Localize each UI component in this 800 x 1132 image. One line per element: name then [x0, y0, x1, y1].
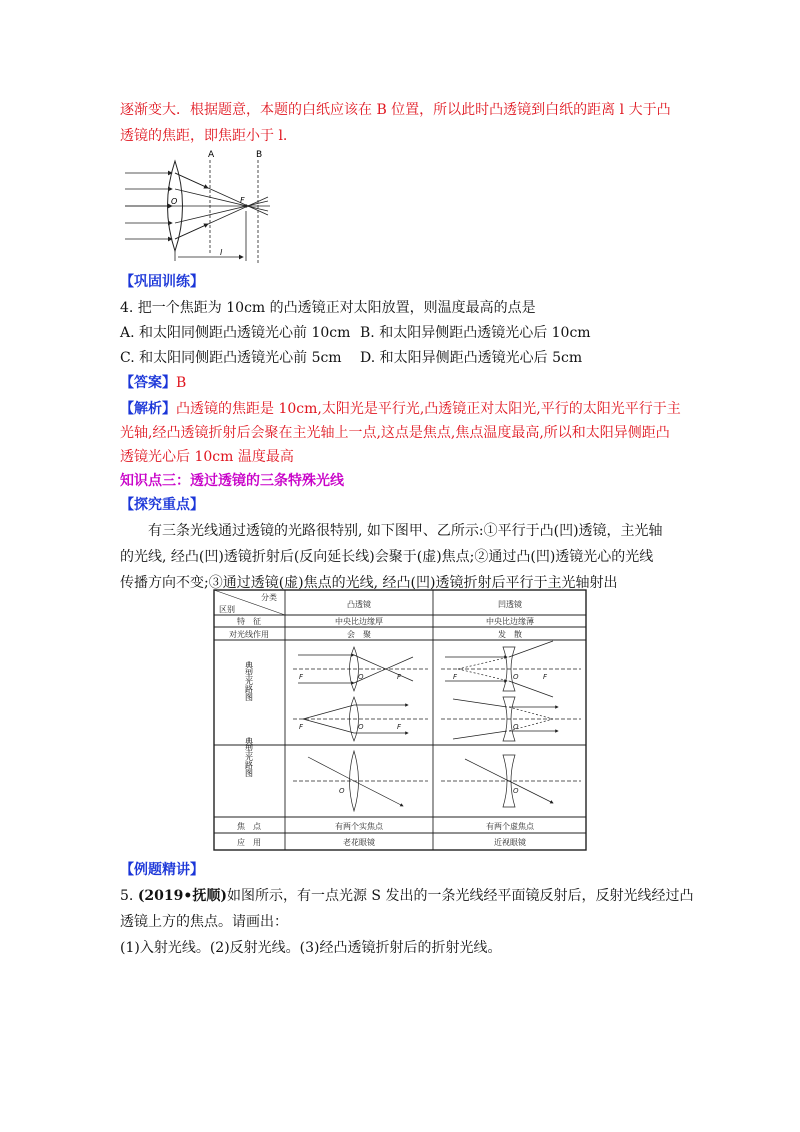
analysis-tag: 【解析】 [120, 401, 176, 417]
q4-option-d: D. 和太阳异侧距凸透镜光心后 5cm [360, 350, 583, 366]
table-row-paths-1: 典型光路图 [244, 661, 254, 701]
table-header-convex: 凸透镜 [347, 600, 371, 609]
explore-line-2: 的光线, 经凸(凹)透镜折射后(反向延长线)会聚于(虚)焦点;②通过凸(凹)透镜光心的光线 [120, 549, 654, 565]
q4-stem: 4. 把一个焦距为 10cm 的凸透镜正对太阳放置，则温度最高的点是 [120, 300, 536, 316]
table-corner-top: 分类 [261, 593, 277, 602]
table-row-effect: 对光线作用 [229, 630, 269, 639]
table-corner-bottom: 区别 [219, 605, 235, 614]
heading-example: 【例题精讲】 [120, 862, 204, 878]
table-header-concave: 凹透镜 [498, 600, 522, 609]
q5-line-2: 透镜上方的焦点。请画出： [120, 914, 288, 930]
table-concave-effect: 发 散 [498, 630, 522, 639]
concave-path-parallel [441, 641, 581, 697]
convex-f-right-1: F [397, 673, 402, 681]
table-row-focus: 焦 点 [237, 822, 261, 831]
fig1-label-f: F [240, 196, 245, 205]
q5-source: (2019•抚顺) [137, 888, 227, 904]
table-row-use: 应 用 [237, 838, 261, 847]
q4-option-b: B. 和太阳异侧距凸透镜光心后 10cm [360, 325, 591, 341]
q4-option-a: A. 和太阳同侧距凸透镜光心前 10cm [120, 325, 351, 341]
convex-o-3: O [339, 787, 345, 795]
table-convex-focus: 有两个实焦点 [335, 822, 383, 831]
fig1-label-l: l [220, 248, 223, 257]
convex-path-center [293, 751, 428, 811]
convex-f-left-2: F [299, 723, 304, 731]
q4-analysis-line-3: 透镜光心后 10cm 温度最高 [120, 449, 294, 465]
table-row-feature: 特 征 [237, 617, 261, 626]
q4-option-c: C. 和太阳同侧距凸透镜光心前 5cm [120, 350, 342, 366]
answer-tag: 【答案】 [120, 375, 176, 391]
table-concave-focus: 有两个虚焦点 [486, 822, 534, 831]
q4-analysis-line-1 [120, 396, 690, 422]
knowledge-point-3: 知识点三：透过透镜的三条特殊光线 [120, 473, 344, 489]
convex-f-left-1: F [299, 673, 304, 681]
table-convex-effect: 会 聚 [347, 630, 371, 639]
q4-answer-row [120, 370, 690, 396]
q5-stem-1: 如图所示，有一点光源 S 发出的一条光线经平面镜反射后，反射光线经过凸 [226, 888, 694, 904]
convex-o-1: O [358, 673, 364, 681]
q5-line-1 [120, 883, 694, 909]
convex-path-focus [293, 697, 428, 741]
explore-line-1: 有三条光线通过透镜的光路很特别, 如下图甲、乙所示:①平行于凸(凹)透镜，主光轴 [148, 523, 663, 539]
intro-line-1: 逐渐变大．根据题意，本题的白纸应该在 B 位置，所以此时凸透镜到白纸的距离 l 大于凸 [120, 102, 671, 118]
lens-comparison-table [213, 589, 587, 851]
table-convex-use: 老花眼镜 [343, 838, 375, 847]
table-row-paths-2: 典型光路图 [244, 737, 254, 777]
fig1-label-a: A [208, 150, 215, 160]
convex-o-2: O [358, 723, 364, 731]
heading-consolidate: 【巩固训练】 [120, 274, 204, 290]
concave-path-focus [441, 697, 581, 741]
table-concave-feature: 中央比边缘薄 [486, 617, 534, 626]
fig1-label-o: O [171, 197, 178, 206]
fig1-label-b: B [256, 150, 263, 160]
concave-f-left-1: F [453, 673, 458, 681]
concave-o-2: O [513, 723, 519, 731]
lens-focus-figure [120, 143, 280, 268]
heading-explore: 【探究重点】 [120, 497, 204, 513]
table-convex-feature: 中央比边缘厚 [335, 617, 383, 626]
concave-o-3: O [513, 787, 519, 795]
q5-line-3: (1)入射光线。(2)反射光线。(3)经凸透镜折射后的折射光线。 [120, 940, 502, 956]
analysis-text-1: 凸透镜的焦距是 10cm,太阳光是平行光,凸透镜正对太阳光,平行的太阳光平行于主 [176, 401, 681, 417]
convex-f-right-2: F [397, 723, 402, 731]
concave-o-1: O [513, 673, 519, 681]
answer-value: B [176, 375, 187, 391]
concave-path-center [441, 755, 581, 807]
q4-analysis-line-2: 光轴,经凸透镜折射后会聚在主光轴上一点,这点是焦点,焦点温度最高,所以和太阳异侧距凸 [120, 425, 670, 441]
convex-path-parallel [293, 647, 428, 691]
table-concave-use: 近视眼镜 [494, 838, 526, 847]
concave-f-right-1: F [543, 673, 548, 681]
intro-line-2: 透镜的焦距，即焦距小于 l. [120, 128, 288, 144]
q5-number: 5. [120, 888, 138, 904]
explore-line-3: 传播方向不变;③通过透镜(虚)焦点的光线, 经凸(凹)透镜折射后平行于主光轴射出 [120, 575, 618, 591]
